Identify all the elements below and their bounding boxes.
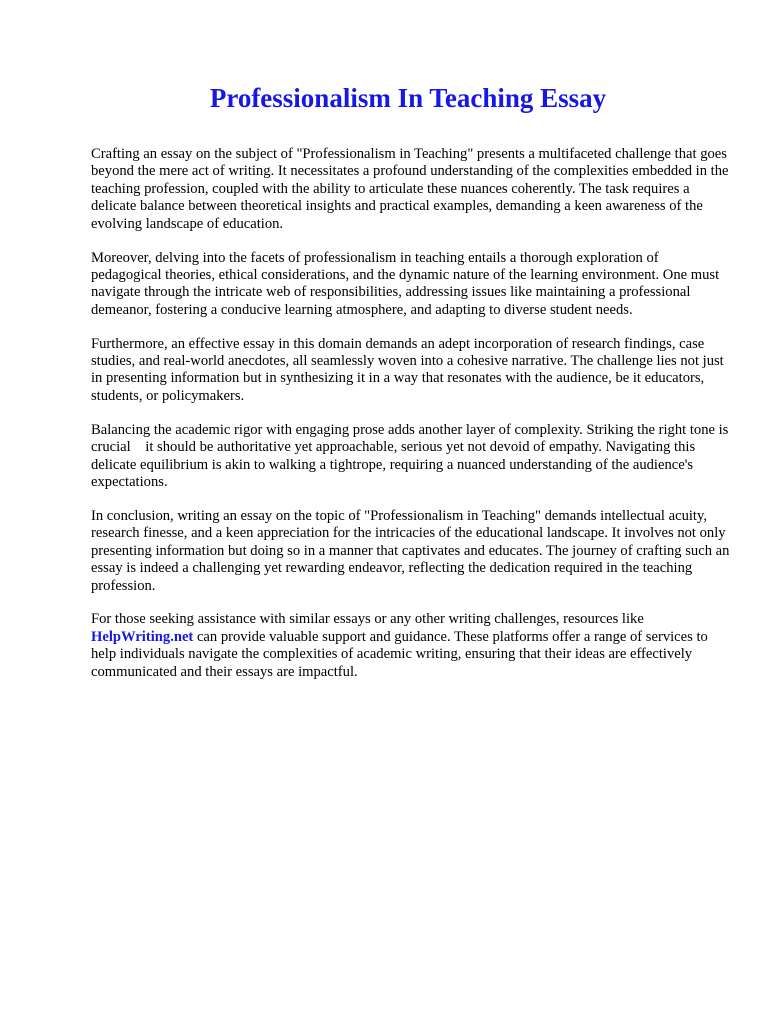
paragraph-6 [91,611,731,681]
paragraph-1: Crafting an essay on the subject of "Professionalism in Teaching" presents a multifaceted challenge that goes beyond the mere act of writing. It necessitates a profound understanding of the complexities embedded in the teaching profession, coupled with the ability to articulate these nuances coherently. The task requires a delicate balance between theoretical insights and practical examples, demanding a keen awareness of the evolving landscape of education. [91,146,729,232]
paragraph-6-rest: can provide valuable support and guidance. These platforms offer a range of services to help individuals navigate the complexities of academic writing, ensuring that their ideas are effectively communicated and their essays are impactful. [91,628,708,680]
document-body [91,146,731,698]
paragraph-3: Furthermore, an effective essay in this domain demands an adept incorporation of research findings, case studies, and real-world anecdotes, all seamlessly woven into a cohesive narrative. The challenge lies not just in presenting information but in synthesizing it in a way that resonates with the audience, be it educators, students, or policymakers. [91,335,724,404]
helpwriting-link[interactable]: HelpWriting.net [91,628,194,645]
document-title: Professionalism In Teaching Essay [209,83,607,113]
paragraph-2: Moreover, delving into the facets of professionalism in teaching entails a thorough exploration of pedagogical theories, ethical considerations, and the dynamic nature of the learning environment. One must navigate through the intricate web of responsibilities, addressing issues like maintaining a professional demeanor, fostering a conducive learning atmosphere, and adapting to diverse student needs. [91,249,720,318]
paragraph-6-intro: For those seeking assistance with similar essays or any other writing challenges, resources like [91,611,644,628]
paragraph-5: In conclusion, writing an essay on the topic of "Professionalism in Teaching" demands intellectual acuity, research finesse, and a keen appreciation for the intricacies of the educational landscape. It involves not only presenting information but doing so in a manner that captivates and educates. The journey of crafting such an essay is indeed a challenging yet rewarding endeavor, reflecting the dedication required in the teaching profession. [91,507,730,594]
paragraph-4: Balancing the academic rigor with engaging prose adds another layer of complexity. Striking the right tone is crucial it should be authoritative yet approachable, serious yet not devoid of empathy. Navigating this delicate equilibrium is akin to walking a tightrope, requiring a nuanced understanding of the audience's expectations. [91,421,729,490]
